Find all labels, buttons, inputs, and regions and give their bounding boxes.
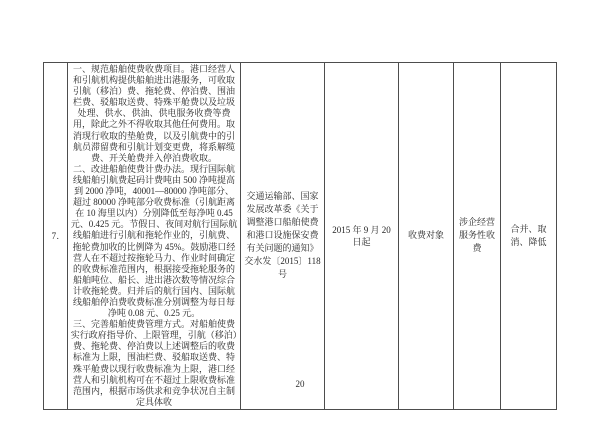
fee-description-cell [68, 63, 241, 410]
description-paragraph-3: 三、完善船舶使费管理方式。对船舶使费实行政府指导价、上限管理，引航（移泊）费、拖轮费、停泊费以上述调整后的收费标准为上限，围油栏费、驳船取送费、特殊平舱费以现行收费标准为上限，港口经营人和引航机构可在不超过上限收费标准范围内，根据市场供求和竞争状况自主制定具体收 [70, 319, 238, 407]
fee-target-cell: 收费对象 [399, 63, 454, 410]
adjustment-type-cell: 合并、取消、降低 [501, 63, 557, 410]
table-row [44, 63, 557, 410]
fee-category-cell: 涉企经营服务性收费 [454, 63, 501, 410]
basis-document-cell: 交通运输部、国家发展改革委《关于调整港口船舶使费和港口设施保安费有关问题的通知》交水发〔2015〕118 号 [241, 63, 325, 410]
row-number-cell: 7. [44, 63, 68, 410]
fee-items-table [43, 62, 557, 410]
description-paragraph-2: 二、改进船舶使费计费办法。现行国际航线船舶引航费起码计费吨由 500 净吨提高到 2000 净吨，40001—80000 净吨部分、超过 80000 净吨部分收费标准（引航距离在 10 海里以内）分别降低至每净吨 0.45 元、0.425 元。节假日、夜间对航行国际航线船舶进行引航和拖轮作业的，引航费、拖轮费加收的比例降为 45%。鼓励港口经营人在不超过按拖轮马力、作业时间确定的收费标准范围内，根据接受拖轮服务的船舶吨位、船长、进出港次数等情况综合计收拖轮费。归并后的航行国内、国际航线船舶停泊费收费标准分别调整为每日每净吨 0.08 元、0.25 元。 [70, 163, 238, 319]
page-number: 20 [295, 379, 305, 389]
description-paragraph-1: 一、规范船舶使费收费项目。港口经营人和引航机构提供船舶进出港服务，可收取引航（移泊）费、拖轮费、停泊费、围油栏费、驳船取送费、特殊平舱费以及垃圾处理、供水、供油、供电服务收费等费用，除此之外不得收取其他任何费用。取消现行收取的垫舱费，以及引航费中的引航员滞留费和引航计划变更费，将系解缆费、开关舱费并入停泊费收取。 [72, 64, 235, 163]
effective-date-cell: 2015 年 9 月 20 日起 [325, 63, 399, 410]
